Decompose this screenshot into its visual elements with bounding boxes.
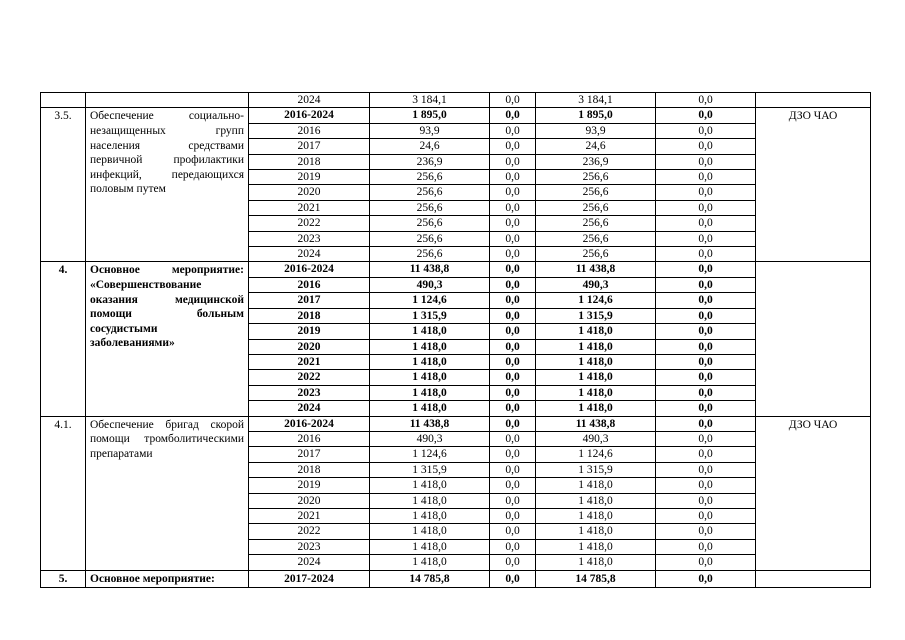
value-cell: 0,0 <box>656 447 756 462</box>
value-cell: 0,0 <box>490 570 536 588</box>
period-cell: 2019 <box>249 324 370 339</box>
value-cell: 0,0 <box>490 354 536 369</box>
period-cell: 2019 <box>249 478 370 493</box>
value-cell: 1 315,9 <box>370 308 490 323</box>
value-cell: 3 184,1 <box>536 93 656 108</box>
value-cell: 1 418,0 <box>536 539 656 554</box>
period-cell: 2016 <box>249 123 370 138</box>
value-cell: 14 785,8 <box>370 570 490 588</box>
period-cell: 2016-2024 <box>249 416 370 431</box>
value-cell: 0,0 <box>656 154 756 169</box>
value-cell: 0,0 <box>490 200 536 215</box>
value-cell: 1 418,0 <box>536 493 656 508</box>
period-cell: 2021 <box>249 200 370 215</box>
row-number-cell <box>41 93 86 108</box>
period-cell: 2016-2024 <box>249 108 370 123</box>
value-cell: 0,0 <box>656 170 756 185</box>
value-cell: 0,0 <box>490 277 536 292</box>
table-row <box>41 416 871 431</box>
value-cell: 1 418,0 <box>536 555 656 570</box>
value-cell: 0,0 <box>656 462 756 477</box>
value-cell: 1 418,0 <box>536 354 656 369</box>
value-cell: 0,0 <box>656 277 756 292</box>
item-name: Основное мероприятие: «Совершенствование оказания медицинской помощи больным сосудистыми заболеваниями» <box>86 262 249 416</box>
value-cell: 0,0 <box>490 416 536 431</box>
value-cell: 0,0 <box>656 493 756 508</box>
value-cell: 0,0 <box>490 123 536 138</box>
value-cell: 0,0 <box>656 247 756 262</box>
value-cell: 24,6 <box>370 139 490 154</box>
value-cell: 1 418,0 <box>536 324 656 339</box>
value-cell: 0,0 <box>656 293 756 308</box>
value-cell: 1 418,0 <box>370 478 490 493</box>
table-row <box>41 93 871 108</box>
value-cell: 1 418,0 <box>370 401 490 416</box>
period-cell: 2020 <box>249 339 370 354</box>
period-cell: 2021 <box>249 354 370 369</box>
value-cell: 1 418,0 <box>536 508 656 523</box>
value-cell: 0,0 <box>656 416 756 431</box>
value-cell: 1 418,0 <box>370 324 490 339</box>
value-cell: 0,0 <box>656 570 756 588</box>
period-cell: 2021 <box>249 508 370 523</box>
period-cell: 2022 <box>249 370 370 385</box>
value-cell: 1 418,0 <box>370 354 490 369</box>
row-name-cell <box>86 93 249 108</box>
period-cell: 2017 <box>249 139 370 154</box>
period-cell: 2024 <box>249 555 370 570</box>
value-cell: 256,6 <box>370 247 490 262</box>
value-cell: 0,0 <box>490 262 536 277</box>
value-cell: 0,0 <box>656 431 756 446</box>
period-cell: 2024 <box>249 247 370 262</box>
value-cell: 0,0 <box>490 370 536 385</box>
value-cell: 0,0 <box>490 478 536 493</box>
value-cell: 490,3 <box>536 431 656 446</box>
value-cell: 1 418,0 <box>536 385 656 400</box>
value-cell: 1 418,0 <box>370 493 490 508</box>
value-cell: 0,0 <box>490 216 536 231</box>
value-cell: 0,0 <box>490 462 536 477</box>
value-cell: 0,0 <box>656 401 756 416</box>
value-cell: 11 438,8 <box>370 262 490 277</box>
value-cell: 3 184,1 <box>370 93 490 108</box>
value-cell: 0,0 <box>490 247 536 262</box>
value-cell: 0,0 <box>656 139 756 154</box>
executor-cell: ДЗО ЧАО <box>756 108 871 262</box>
value-cell: 1 124,6 <box>370 293 490 308</box>
value-cell: 256,6 <box>536 185 656 200</box>
value-cell: 0,0 <box>490 555 536 570</box>
value-cell: 0,0 <box>656 123 756 138</box>
value-cell: 1 124,6 <box>536 293 656 308</box>
period-cell: 2018 <box>249 154 370 169</box>
period-cell: 2023 <box>249 231 370 246</box>
value-cell: 0,0 <box>490 524 536 539</box>
item-name: Обеспечение социально-незащищенных групп населения средствами первичной профилактики инфекций, передающихся половым путем <box>86 108 249 262</box>
value-cell: 0,0 <box>656 339 756 354</box>
value-cell: 0,0 <box>656 108 756 123</box>
value-cell: 1 124,6 <box>370 447 490 462</box>
value-cell: 0,0 <box>656 93 756 108</box>
value-cell: 0,0 <box>656 354 756 369</box>
value-cell: 1 418,0 <box>536 478 656 493</box>
value-cell: 93,9 <box>536 123 656 138</box>
value-cell: 1 418,0 <box>536 401 656 416</box>
value-cell: 1 124,6 <box>536 447 656 462</box>
value-cell: 0,0 <box>656 200 756 215</box>
value-cell: 256,6 <box>370 185 490 200</box>
value-cell: 256,6 <box>370 170 490 185</box>
value-cell: 11 438,8 <box>536 262 656 277</box>
value-cell: 0,0 <box>490 431 536 446</box>
period-cell: 2020 <box>249 493 370 508</box>
value-cell: 1 418,0 <box>370 339 490 354</box>
value-cell: 0,0 <box>490 231 536 246</box>
executor-cell <box>756 570 871 588</box>
budget-table <box>40 92 871 588</box>
value-cell: 14 785,8 <box>536 570 656 588</box>
value-cell: 0,0 <box>490 108 536 123</box>
table-row <box>41 262 871 277</box>
value-cell: 236,9 <box>370 154 490 169</box>
value-cell: 0,0 <box>656 216 756 231</box>
value-cell: 0,0 <box>490 154 536 169</box>
executor-cell: ДЗО ЧАО <box>756 416 871 570</box>
value-cell: 0,0 <box>656 555 756 570</box>
value-cell: 490,3 <box>536 277 656 292</box>
item-number: 5. <box>41 570 86 588</box>
value-cell: 1 418,0 <box>370 524 490 539</box>
value-cell: 0,0 <box>656 262 756 277</box>
period-cell: 2024 <box>249 401 370 416</box>
period-cell: 2017-2024 <box>249 570 370 588</box>
value-cell: 0,0 <box>490 401 536 416</box>
value-cell: 93,9 <box>370 123 490 138</box>
value-cell: 0,0 <box>490 539 536 554</box>
item-name: Обеспечение бригад скорой помощи тромболитическими препаратами <box>86 416 249 570</box>
item-name: Основное мероприятие: <box>86 570 249 588</box>
value-cell: 0,0 <box>656 508 756 523</box>
period-cell: 2016-2024 <box>249 262 370 277</box>
value-cell: 1 418,0 <box>370 370 490 385</box>
value-cell: 1 895,0 <box>536 108 656 123</box>
value-cell: 0,0 <box>490 447 536 462</box>
value-cell: 490,3 <box>370 277 490 292</box>
value-cell: 1 418,0 <box>370 385 490 400</box>
period-cell: 2017 <box>249 447 370 462</box>
period-cell: 2018 <box>249 462 370 477</box>
value-cell: 256,6 <box>370 200 490 215</box>
value-cell: 0,0 <box>490 339 536 354</box>
executor-cell <box>756 93 871 108</box>
table-row <box>41 108 871 123</box>
value-cell: 256,6 <box>536 200 656 215</box>
item-number: 4. <box>41 262 86 416</box>
value-cell: 0,0 <box>656 524 756 539</box>
value-cell: 0,0 <box>490 185 536 200</box>
period-cell: 2023 <box>249 385 370 400</box>
period-cell: 2024 <box>249 93 370 108</box>
executor-cell <box>756 262 871 416</box>
value-cell: 0,0 <box>656 370 756 385</box>
value-cell: 256,6 <box>370 216 490 231</box>
value-cell: 0,0 <box>490 493 536 508</box>
value-cell: 1 895,0 <box>370 108 490 123</box>
value-cell: 1 418,0 <box>370 555 490 570</box>
value-cell: 0,0 <box>656 539 756 554</box>
period-cell: 2019 <box>249 170 370 185</box>
value-cell: 256,6 <box>536 231 656 246</box>
period-cell: 2016 <box>249 431 370 446</box>
value-cell: 0,0 <box>656 185 756 200</box>
value-cell: 0,0 <box>490 324 536 339</box>
value-cell: 236,9 <box>536 154 656 169</box>
value-cell: 1 315,9 <box>536 462 656 477</box>
period-cell: 2018 <box>249 308 370 323</box>
value-cell: 1 418,0 <box>370 539 490 554</box>
period-cell: 2022 <box>249 524 370 539</box>
period-cell: 2017 <box>249 293 370 308</box>
value-cell: 11 438,8 <box>370 416 490 431</box>
value-cell: 0,0 <box>490 93 536 108</box>
period-cell: 2020 <box>249 185 370 200</box>
value-cell: 1 418,0 <box>536 370 656 385</box>
value-cell: 0,0 <box>656 385 756 400</box>
value-cell: 256,6 <box>370 231 490 246</box>
period-cell: 2022 <box>249 216 370 231</box>
period-cell: 2016 <box>249 277 370 292</box>
period-cell: 2023 <box>249 539 370 554</box>
value-cell: 11 438,8 <box>536 416 656 431</box>
value-cell: 0,0 <box>656 324 756 339</box>
value-cell: 0,0 <box>656 478 756 493</box>
value-cell: 256,6 <box>536 170 656 185</box>
table-row <box>41 570 871 588</box>
value-cell: 0,0 <box>490 293 536 308</box>
value-cell: 256,6 <box>536 247 656 262</box>
value-cell: 0,0 <box>490 385 536 400</box>
value-cell: 0,0 <box>656 231 756 246</box>
value-cell: 0,0 <box>490 308 536 323</box>
item-number: 4.1. <box>41 416 86 570</box>
value-cell: 0,0 <box>490 170 536 185</box>
item-number: 3.5. <box>41 108 86 262</box>
value-cell: 24,6 <box>536 139 656 154</box>
value-cell: 0,0 <box>490 508 536 523</box>
value-cell: 1 315,9 <box>536 308 656 323</box>
value-cell: 1 418,0 <box>536 339 656 354</box>
value-cell: 1 418,0 <box>370 508 490 523</box>
value-cell: 256,6 <box>536 216 656 231</box>
value-cell: 490,3 <box>370 431 490 446</box>
value-cell: 1 418,0 <box>536 524 656 539</box>
value-cell: 0,0 <box>490 139 536 154</box>
value-cell: 1 315,9 <box>370 462 490 477</box>
value-cell: 0,0 <box>656 308 756 323</box>
